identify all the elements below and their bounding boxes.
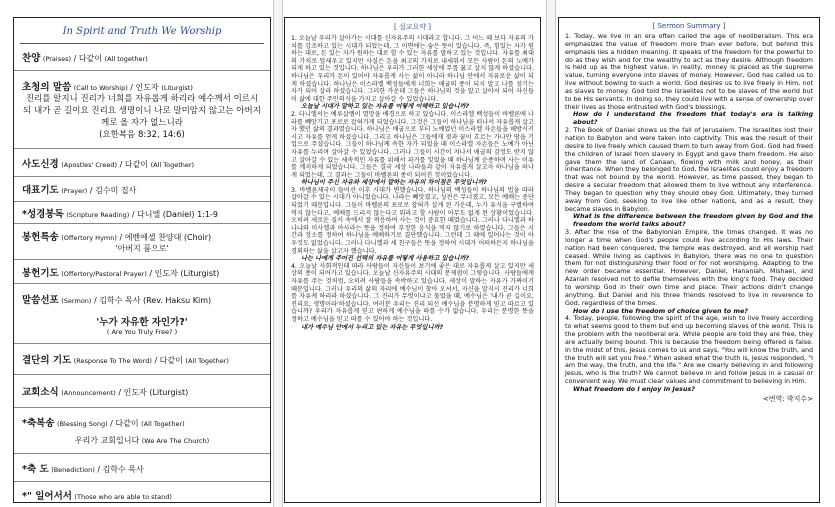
order-row-blessing-song: *축복송 (Blessing Song) / 다같이 (All Together) 우리가 교회입니다 (We Are The Church) — [14, 408, 270, 454]
summary-paragraph: 3. 바벨론제국이 들어선 이후 시대가 변했습니다. 하나님의 백성들이 하나님의 법을 따라 살아갈 수 있는 시대가 아니었습니다. 나라는 빼앗겼고, 성전은 무너졌고, 모든 예배는 중단되었기 때문입니다. 그들이 바벨론의 포로로 잡혀가 살게 된 가운데, 누가 유식을 구별하여 먹지 않는다고, 예배를 드리지 않는다고 뭐라고 할 사람이 아무도 없게 된 상황이었습니다. 오히려 세로운 질서 속에서 잘 적응하여 사는 것이 중요한 때였습니다. 그러나 다니엘과 하나냐와 미사엘과 아사라는 뜻을 정하여 부정한 음식을 먹지 않기로 하였습니다. 그들은 시간과 장소를 정하여 하나님을 예배하기로 결단했습니다. 그런데 그 때에 일어나는 것이 아우것도 없었습니다. 그러나 다니엘과 세 친구들은 뜻을 정하여 시대가 어떠하든지 하나님을 경외하는 삶을 살고자 했습니다. — [291, 186, 534, 255]
summary-paragraph: 3. After the rise of the Babylonian Empire, the times changed. It was no longer a time when God's people could live according to His laws. Their nation had been conquered, the temple was destroyed, and all worship had ceased. While living as captives in Babylon, there was no one to question them for not distinguishing their food or for not worshiping. Adapting to the new order became essential. However, Daniel, Hananiah, Mishael, and Azariah resolved not to defile themselves with the king's food. They decided to worship God in their own time and place. Their actions didn't change anything. But Daniel and his three friends resolved to live in reverence to God, regardless of the times. — [565, 229, 813, 307]
order-row-benediction: *축 도 (Benediction) / 김학수 목사 — [14, 454, 270, 482]
order-row-call-to-worship: 초청의 말씀 (Call to Worship) / 인도자 (Liturgist) 진리를 알지니 진리가 너희를 자유롭게 하리라 예수께서 이르시되 내가 곧 길이요 진리요 생명이니 나로 말미암지 않고는 아버지께로 올 자가 없느니라 (요한복음 8:32, 14:6) — [14, 71, 270, 149]
summary-paragraph: 4. 오늘날 사회적인데 따라 사람들이 자신들이 보기에 좋은 대로 자유롭게 살고 있지만 세상의 종이 되어가고 있습니다. 오늘날 신자유주의 시대의 문제점이 그렇습니다. 사람들에게 자유를 주는 것처럼, 오히려 사람들을 속박하고 있습니다. 세상이 말하는 자유가 가짜이기 때문입니다. 그러나 우리의 삶의 자리에 예수님이 찾아 오셔서, 자신을 말지시 진리가 너희를 자유케 하리라 하셨습니다. 그 진리가 무엇이냐고 물었을 때, 예수님은 '내가 곧 길이요, 진리요, 생명이라'하셨습니다. 여러분 우리는 진리 되신 예수님을 분명하게 믿고 따르고 있습니까? 우리가 자유롭게 믿고 편하게 예수님을 따를 수가 없습니다. 우리는 분명한 뜻을 정하고 예수님을 믿고 따를 수 있어야 하는 것입니다. — [291, 262, 534, 323]
summary-question: 하나님이 주신 자유와 세상에서 말하는 자유의 차이점은 무엇입니까? — [301, 179, 488, 187]
order-row-sermon: 말씀선포 (Sermon) / 김학수 목사 (Rev. Haksu Kim) '누가 자유한 자인가?' ( Are You Truly Free? ) — [14, 284, 270, 344]
summary-question: How do I understand the freedom that today's era is talking about? — [573, 111, 813, 127]
summary-paragraph: 1. 오늘날 우리가 살아가는 시대를 신자유주의 시대라고 합니다. 그 어느 때 보다 자유의 가치를 강조하고 있는 시대가 되었는데, 그 이면에는 숨은 뜻이 있습니다. 즉, 힘있는 자가 원하는 대로, 돈 있는 자가 원하는 대로 할 수 있는 자유를 말하고 있는 것입니다. 자유를 최대의 가치로 앞세우고 있지만 사실은 돈을 최고의 가치로 내세워서 모든 사람이 돈의 노예가 되게 하고 있는 것입니다. 하나님은 우리가 그러한 세상에 무릎 꿇고 살지 않게 하셨습니다. 하나님은 우리가 돈이 있어야 자유롭게 사는 삶이 아니라 하나님 안에서 자유로운 삶이 되게 하셨습니다. 하나님은 이스라엘 백성들에게 너희는 애굽의 종이 되지 말고 나를 섬기는 자가 되어 살라 하셨습니다. 그러한 가운데 그들은 하나님의 것을 알고 살아서 되어 자신들이 삶에 대한 주인의식을 가지고 살아갈 수 있었습니다. — [291, 35, 534, 103]
summary-paragraph: 2. 다니엘서는 예루살렘이 멸망을 배경으로 하고 있습니다. 이스라엘 백성들이 바벨론에 나라를 빼앗기고 포로로 잡혀가게 되었습니다. 그것은 그들이 하나님을 떠나서 자유롭게 살고자 했던 삶의 결과였습니다. 하나님은 애굽으로 부터 노예였던 이스라엘 자손들을 해방시키시고 자유를 얻게 하셨습니다. 그리고 하나님은 그들에게 젖과 꿀이 흐르는 가나안 땅을 기업으로 주셨습니다. 그들이 하나님께 속한 자가 되었을 때 이스라엘 자손들은 노예가 아닌 자유를 누리며 살아갈 수 있었습니다. 그러나 그들이 시간이 지나서 애굽의 감정도 받지 않고 살아갈 수 있는 세속적인 자유를 위해서 과거를 잊었을 때 하나님께 순종하며 사는 이유를 깨지하게 되었습니다. 그들은 결국 세상 나라들과 같이 자유롭게 살고자 하나님을 떠나게 되었는데, 그 결과는 그들이 바벨론의 종이 되어진 것이었습니다. — [291, 110, 534, 179]
summary-question: What freedom do I enjoy in Jesus? — [573, 385, 695, 393]
summary-paragraph: 2. The Book of Daniel shows us the fall of Jerusalem. The Israelites lost their nation to Babylon and were taken into captivity. This was the result of their desire to live freely which caused them to turn away from God. God had freed the children of Israel from slavery in Egypt and gave them freedom. He also gave them the land of Canaan, flowing with milk and honey, as their inheritance. When they belonged to God, the Israelites could enjoy a freedom that was not bound by the world. However, as time passed, they began to desire a secular freedom that allowed them to live without any interference. They began to question why they should obey God. Ultimately, they turned away from God, seeking to live like other nations, and as a result, they became slaves in Babylon. — [565, 127, 813, 213]
summary-question: What is the difference between the freedom given by God and the freedom the world talks about? — [573, 213, 813, 229]
summary-question: How do I use the freedom of choice given to me? — [573, 307, 748, 315]
english-summary-title: [ Sermon Summary ] — [652, 22, 726, 30]
sermon-title-en: ( Are You Truly Free? ) — [106, 327, 178, 336]
korean-summary-title: [ 설교요약 ] — [394, 23, 431, 31]
call-verse: 진리를 알지니 진리가 너희를 자유롭게 하리라 예수께서 이르시되 내가 곧 길이요 진리요 생명이니 나로 말미암지 않고는 아버지께로 올 자가 없느니라 — [23, 93, 261, 128]
order-row-announcement: 교회소식 (Announcement) / 인도자 (Liturgist) — [14, 375, 270, 408]
call-reference: (요한복음 8:32, 14:6) — [99, 129, 185, 140]
order-row-creed: 사도신경 (Apostles' Creed) / 다같이 (All Together) — [14, 149, 270, 177]
order-header: In Spirit and Truth We Worship — [20, 18, 264, 44]
order-row-praise: 찬양 (Praises) / 다같이 (All together) — [14, 44, 270, 71]
order-row-offertory-hymn: 봉헌특송 (Offertory Hymn) / 에벤에셀 찬양대 (Choir) '아버지 품으로' — [14, 224, 270, 260]
blessing-song-title: 우리가 교회입니다 — [74, 436, 140, 445]
summary-paragraph: 4. Today, people, following the spirit of the age, wish to live freely according to what seems good to them but end up becoming slaves of the world. This is the problem with the neoliberal era. While people are told they are free, they are actually being bound. This is because the freedom being offered is false. In the midst of this, Jesus comes to us and says, "You will know the truth, and the truth will set you free." When asked what the truth is, Jesus responded, "I am the way, the truth, and the life." Are we clearly believing in and following Jesus, who is the truth? We cannot believe in and follow Jesus in a casual or convenient way. We must clear values and commitment to believing in Him. — [565, 315, 813, 386]
order-row-stand-note: *" 일어서서 (Those who are able to stand) — [22, 491, 172, 502]
order-row-response: 결단의 기도 (Response To The Word) / 다같이 (All Together) — [14, 344, 270, 375]
korean-summary-column — [284, 17, 541, 503]
order-of-worship-column — [13, 17, 271, 503]
page-divider — [546, 0, 556, 507]
order-row-scripture: *성경봉독 (Scripture Reading) / 다니엘 (Daniel) 1:1-9 — [14, 202, 270, 224]
order-row-prayer: 대표기도 (Prayer) / 김수미 집사 — [14, 177, 270, 202]
sermon-title: '누가 자유한 자인가?' — [96, 316, 188, 328]
summary-question: 오늘날 시대가 말하고 있는 자유를 어떻게 이해하고 있습니까? — [301, 103, 470, 111]
summary-question: 내가 예수님 안에서 누리고 있는 자유는 무엇입니까? — [301, 323, 444, 331]
order-row-offertory-prayer: 봉헌기도 (Offertory/Pastoral Prayer) / 인도자 (Liturgist) — [14, 260, 270, 284]
summary-question: 나는 나에게 주어진 선택의 자유를 어떻게 사용하고 있습니까? — [301, 255, 470, 263]
offertory-hymn-title: '아버지 품으로' — [115, 244, 169, 253]
translator-credit: <번역: 박지수> — [762, 394, 813, 403]
page-divider — [273, 0, 283, 507]
summary-paragraph: 1. Today, we live in an era often called the age of neoliberalism. This era emphasizes the value of freedom more than ever before, but behind this emphasis lies a hidden meaning. It speaks of the freedom for the powerful to do as they wish and for the wealthy to act as they desire. Although freedom is held up as the highest value, in reality, money is placed as the supreme value, turning everyone into slaves of money. However, God has called us to live without bowing to such a world. God desires us to live freely in Him, not as slaves to money. God told the Israelites not to be slaves of the world but to be His servants. In doing so, they could live with a sense of ownership over their lives as those entrusted with God's blessings. — [565, 33, 813, 111]
english-summary-column — [558, 17, 820, 503]
